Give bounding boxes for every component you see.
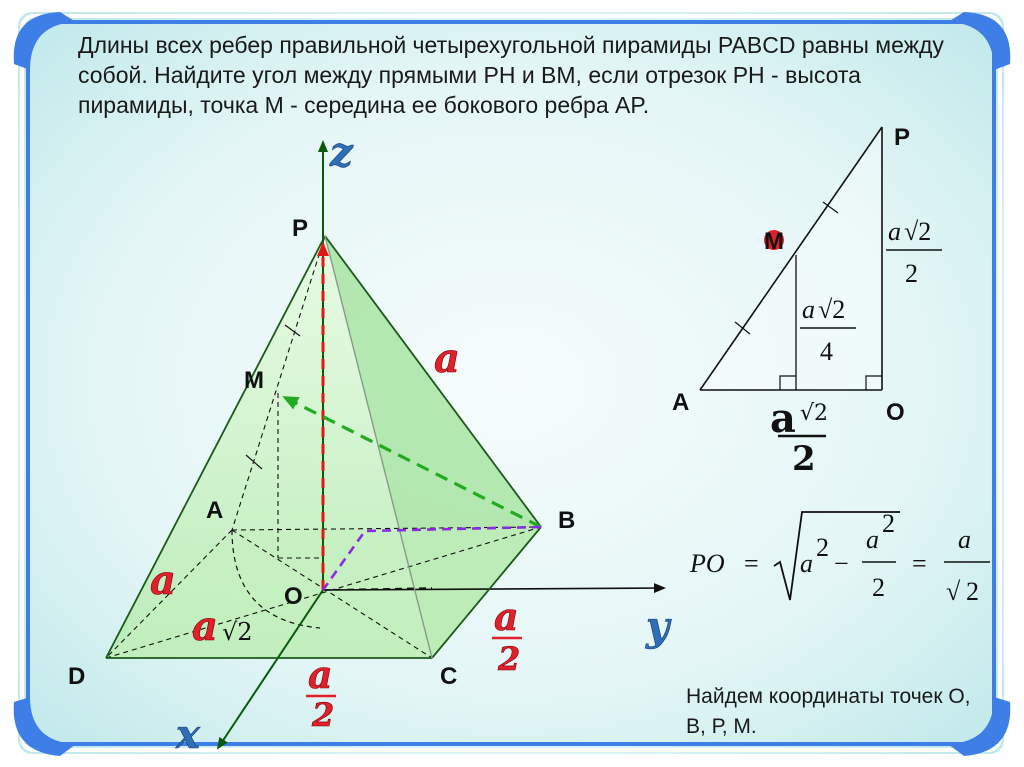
edge-a-label-top: a	[434, 335, 460, 382]
find-coordinates-text: Найдем координаты точек О, В, Р, М.	[686, 685, 971, 738]
axis-z-label: z	[330, 129, 353, 176]
axis-y-label: y	[646, 603, 670, 650]
formula-eq2: =	[912, 549, 927, 578]
diagonal-a-label: a	[192, 603, 218, 650]
mid-den: 4	[820, 337, 833, 366]
frac-right-num: a	[494, 594, 519, 639]
vertex-c: C	[440, 663, 458, 690]
formula-frac-num-a: a	[866, 525, 879, 554]
formula-frac-den: 2	[872, 573, 885, 602]
problem-statement: Длины всех ребер правильной четырехугольной пирамиды PABCD равны между собой. Найдите угол между прямыми PH и BM, если отрезок PH - высота пирамиды, точка M - середина ее бокового ребра AP.	[78, 32, 944, 118]
formula-res-num: a	[958, 525, 971, 554]
diagonal-root-label: √2	[222, 618, 253, 646]
po-den: 2	[905, 259, 918, 288]
vertex-b: B	[558, 507, 576, 534]
po-num-root: √2	[904, 217, 932, 246]
right-triangle	[700, 127, 882, 390]
frac-right-den: 2	[498, 640, 521, 678]
formula-a: a	[800, 549, 813, 578]
vertex-o: O	[284, 583, 303, 610]
formula-res-den-2: 2	[966, 577, 979, 606]
po-num-a: a	[888, 217, 901, 246]
formula-frac-num-exp: 2	[882, 509, 895, 538]
triangle-vertex-o: O	[886, 399, 905, 426]
mid-num-a: a	[802, 295, 815, 324]
formula-lhs: PO	[690, 549, 725, 578]
triangle-vertex-p: P	[894, 124, 911, 151]
formula-res-den-root: √	[946, 577, 961, 606]
frac-bottom-num: a	[308, 652, 333, 697]
vertex-a: A	[206, 497, 224, 524]
triangle-vertex-m: M	[764, 228, 784, 255]
mid-num-root: √2	[818, 295, 846, 324]
formula-minus: −	[834, 549, 849, 578]
ao-num-root: √2	[800, 401, 829, 426]
edge-a-label-left: a	[150, 557, 176, 604]
formula-exp2: 2	[816, 533, 829, 562]
ao-den: 2	[792, 439, 816, 479]
ao-num-a: a	[770, 395, 796, 442]
vertex-p: P	[292, 215, 309, 242]
vertex-d: D	[68, 663, 86, 690]
po-formula	[689, 509, 990, 606]
triangle-vertex-a: A	[672, 389, 690, 416]
axis-x-label: x	[176, 711, 200, 758]
vertex-m: M	[244, 367, 264, 394]
formula-eq1: =	[744, 549, 759, 578]
frac-bottom-den: 2	[312, 696, 335, 734]
